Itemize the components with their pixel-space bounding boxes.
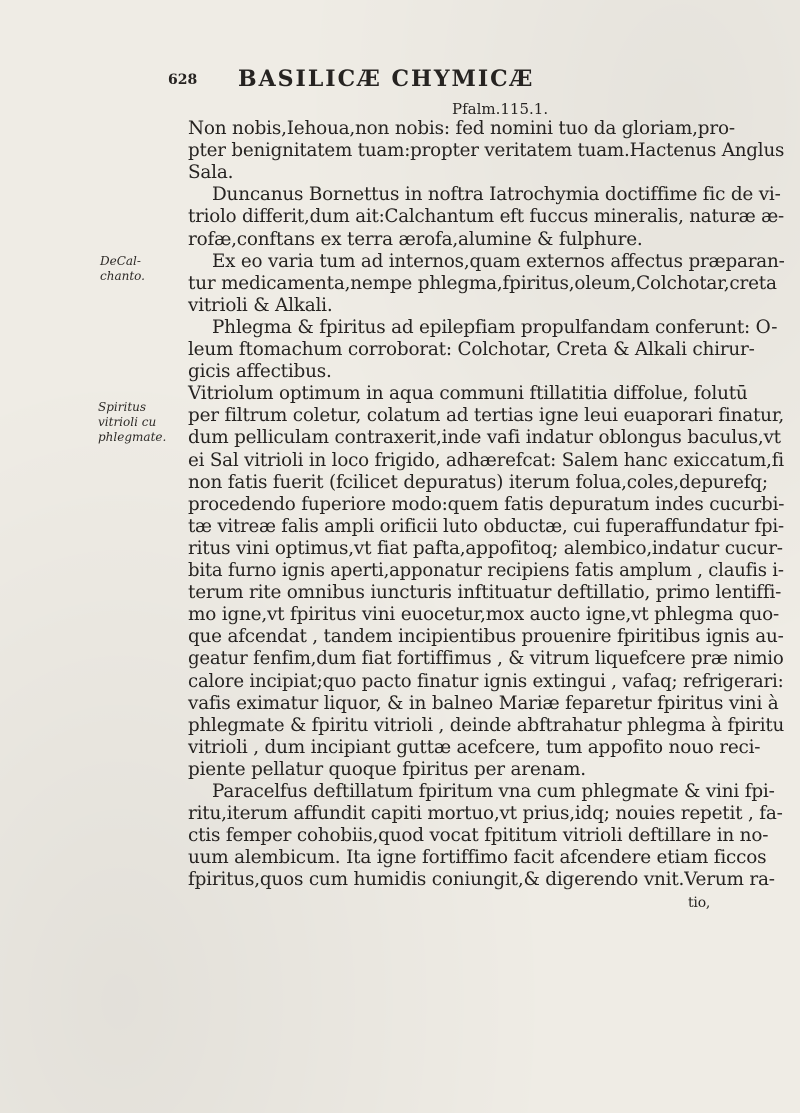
text-line: terum rite omnibus iuncturis inftituatur deftillatio, primo lentiffi-	[188, 582, 782, 603]
text-line: piente pellatur quoque fpiritus per arenam.	[188, 759, 586, 780]
text-line: Vitriolum optimum in aqua communi ftillatitia diffolue, folutū	[188, 383, 748, 404]
text-line: que afcendat , tandem incipientibus prouenire fpiritibus ignis au-	[188, 626, 784, 647]
text-line: triolo differit,dum ait:Calchantum eft fuccus mineralis, naturæ æ-	[188, 206, 784, 227]
text-line: dum pelliculam contraxerit,inde vafi indatur oblongus baculus,vt	[188, 427, 781, 448]
text-line: Ex eo varia tum ad internos,quam externos affectus præparan-	[212, 251, 785, 272]
text-line: ctis femper cohobiis,quod vocat fpititum vitrioli deftillare in no-	[188, 825, 769, 846]
text-line: pter benignitatem tuam:propter veritatem tuam.Hactenus Anglus	[188, 140, 785, 161]
psalm-reference: Pfalm.115.1.	[452, 100, 549, 118]
text-line: geatur fenfim,dum fiat fortiffimus , & vitrum liquefcere præ nimio	[188, 648, 784, 669]
text-line: Sala.	[188, 162, 234, 183]
text-line: Phlegma & fpiritus ad epilepfiam propulfandam conferunt: O-	[212, 317, 778, 338]
margin-note-calchanto: DeCal-chanto.	[100, 254, 145, 283]
margin-note-spiritus: Spiritus vitrioli cu phlegmate.	[98, 400, 167, 444]
text-line: tæ vitreæ falis ampli orificii luto obductæ, cui fuperaffundatur fpi-	[188, 516, 784, 537]
text-line: bita furno ignis aperti,apponatur recipiens fatis amplum , claufis i-	[188, 560, 784, 581]
text-line: phlegmate & fpiritu vitrioli , deinde abftrahatur phlegma à fpiritu	[188, 715, 785, 736]
text-line: leum ftomachum corroborat: Colchotar, Creta & Alkali chirur-	[188, 339, 755, 360]
text-line: calore incipiat;quo pacto finatur ignis extingui , vafaq; refrigerari:	[188, 671, 784, 692]
running-title: BASILICÆ CHYMICÆ	[238, 66, 535, 92]
page-number: 628	[168, 72, 198, 88]
text-line: non fatis fuerit (fcilicet depuratus) iterum folua,coles,depurefq;	[188, 472, 768, 493]
text-line: fpiritus,quos cum humidis coniungit,& digerendo vnit.Verum ra-	[188, 869, 775, 890]
text-line: tur medicamenta,nempe phlegma,fpiritus,oleum,Colchotar,creta	[188, 273, 777, 294]
text-line: ritu,iterum affundit capiti mortuo,vt prius,idq; nouies repetit , fa-	[188, 803, 783, 824]
text-line: ei Sal vitrioli in loco frigido, adhærefcat: Salem hanc exiccatum,fi	[188, 450, 784, 471]
text-line: procedendo fuperiore modo:quem fatis depuratum indes cucurbi-	[188, 494, 785, 515]
text-line: vitrioli , dum incipiant guttæ acefcere, tum appofito nouo reci-	[188, 737, 761, 758]
text-line: Non nobis,Iehoua,non nobis: fed nomini tuo da gloriam,pro-	[188, 118, 735, 139]
text-line: gicis affectibus.	[188, 361, 332, 382]
text-line: rofæ,conftans ex terra ærofa,alumine & fulphure.	[188, 229, 643, 250]
text-line: ritus vini optimus,vt fiat pafta,appofitoq; alembico,indatur cucur-	[188, 538, 783, 559]
text-line: Paracelfus deftillatum fpiritum vna cum phlegmate & vini fpi-	[212, 781, 775, 802]
text-line: vafis eximatur liquor, & in balneo Mariæ feparetur fpiritus vini à	[188, 693, 779, 714]
text-line: uum alembicum. Ita igne fortiffimo facit afcendere etiam ficcos	[188, 847, 767, 868]
text-line: tio,	[688, 895, 711, 911]
text-line: Duncanus Bornettus in noftra Iatrochymia doctiffime fic de vi-	[212, 184, 781, 205]
text-line: vitrioli & Alkali.	[188, 295, 333, 316]
text-line: mo igne,vt fpiritus vini euocetur,mox aucto igne,vt phlegma quo-	[188, 604, 780, 625]
text-line: per filtrum coletur, colatum ad tertias igne leui euaporari finatur,	[188, 405, 785, 426]
